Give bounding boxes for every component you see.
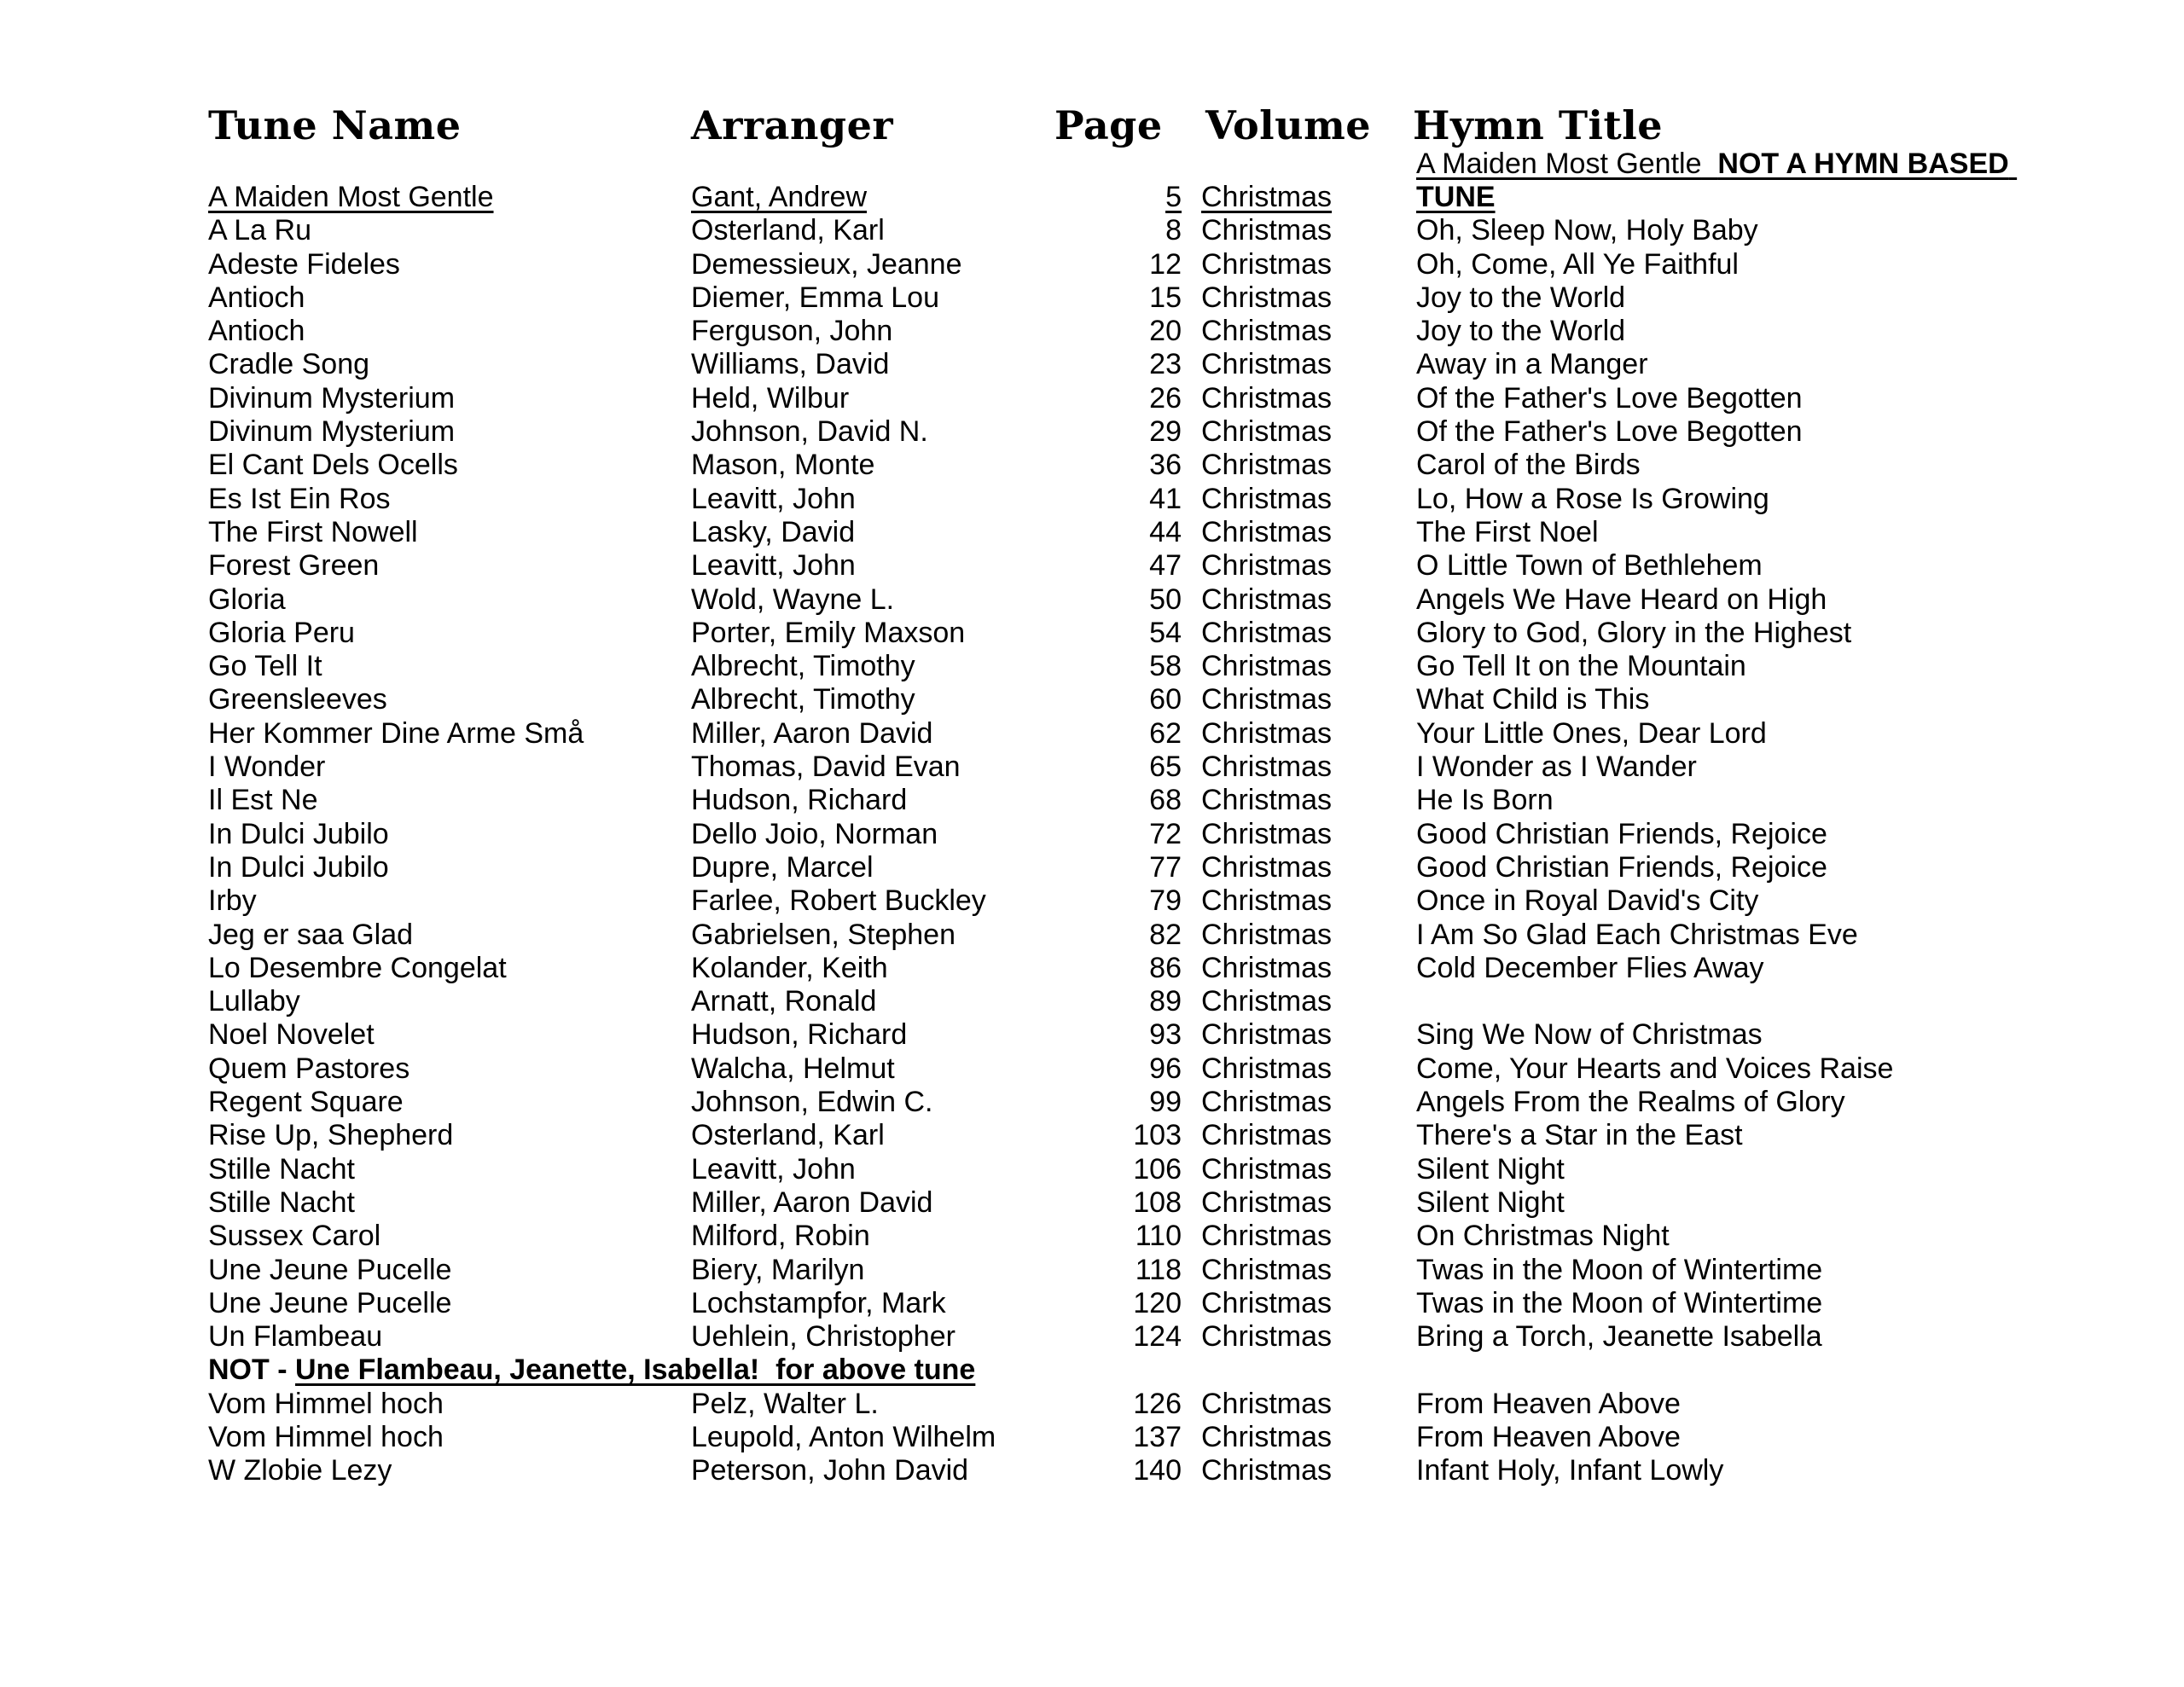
note-text: Une Flambeau, Jeanette, Isabella! for above tune [294, 1354, 976, 1387]
volume-cell: Christmas [1201, 616, 1333, 649]
hymn-cell: Angels We Have Heard on High [1416, 583, 1827, 616]
tune-cell: Antioch [208, 315, 305, 348]
arranger-cell: Leupold, Anton Wilhelm [691, 1420, 996, 1453]
table-row [208, 248, 2119, 281]
table-row [208, 449, 2119, 482]
hymn-cell: I Wonder as I Wander [1416, 751, 1697, 784]
hymn-cell: I Am So Glad Each Christmas Eve [1416, 918, 1858, 951]
hymn-note: NOT A HYMN BASED TUNE [1416, 147, 2018, 213]
page-cell: 12 [1149, 247, 1182, 281]
volume-cell: Christmas [1201, 1454, 1333, 1487]
arranger-cell: Ferguson, John [691, 315, 893, 348]
page-cell: 120 [1133, 1286, 1182, 1319]
hymn-cell: Joy to the World [1416, 315, 1626, 348]
page-cell: 124 [1133, 1320, 1182, 1354]
table-row [208, 348, 2119, 381]
volume-cell: Christmas [1201, 1052, 1333, 1085]
hymn-cell: Silent Night [1416, 1152, 1565, 1186]
arranger-cell: Leavitt, John [691, 549, 856, 583]
table-note-row [208, 1354, 2119, 1387]
arranger-cell: Hudson, Richard [691, 784, 908, 817]
tune-cell: Stille Nacht [208, 1152, 355, 1186]
arranger-cell: Leavitt, John [691, 482, 856, 515]
tune-cell: Go Tell It [208, 650, 322, 683]
page-cell: 140 [1133, 1454, 1182, 1487]
arranger-cell: Albrecht, Timothy [691, 683, 915, 716]
page-cell: 26 [1149, 381, 1182, 415]
hymn-cell: What Child is This [1416, 683, 1650, 716]
table-row [208, 281, 2119, 315]
page-cell: 110 [1135, 1220, 1182, 1253]
page-cell: 126 [1133, 1387, 1182, 1420]
tune-cell: Il Est Ne [208, 784, 318, 817]
page-cell: 15 [1149, 281, 1182, 314]
table-row [208, 683, 2119, 716]
table-row [208, 1254, 2119, 1287]
hymn-cell: Go Tell It on the Mountain [1416, 650, 1746, 683]
volume-cell: Christmas [1201, 315, 1333, 348]
arranger-cell: Milford, Robin [691, 1220, 870, 1253]
page-cell: 118 [1135, 1253, 1182, 1286]
volume-cell: Christmas [1201, 716, 1333, 750]
hymn-cell: From Heaven Above [1416, 1387, 1681, 1420]
volume-cell: Christmas [1201, 1420, 1333, 1453]
arranger-cell: Walcha, Helmut [691, 1052, 895, 1085]
hymn-cell: Oh, Come, All Ye Faithful [1416, 247, 1739, 281]
table-row [208, 784, 2119, 817]
page-cell: 20 [1149, 315, 1182, 348]
arranger-cell: Osterland, Karl [691, 1119, 885, 1152]
volume-cell: Christmas [1201, 1286, 1333, 1319]
table-row [208, 1220, 2119, 1253]
column-header-volume: Volume [1205, 102, 1372, 148]
tune-cell: Quem Pastores [208, 1052, 410, 1085]
page-cell: 50 [1149, 583, 1182, 616]
tune-cell: Regent Square [208, 1086, 404, 1119]
table-row [208, 147, 2119, 214]
volume-cell: Christmas [1201, 214, 1333, 247]
page-cell: 137 [1133, 1420, 1182, 1453]
tune-cell: Gloria Peru [208, 616, 355, 649]
hymn-cell: Twas in the Moon of Wintertime [1416, 1253, 1823, 1286]
tune-cell: Greensleeves [208, 683, 387, 716]
tune-cell: Un Flambeau [208, 1320, 383, 1354]
tune-cell: Divinum Mysterium [208, 415, 456, 449]
arranger-cell: Johnson, David N. [691, 415, 928, 449]
page-cell: 79 [1149, 884, 1182, 918]
volume-cell: Christmas [1201, 1152, 1333, 1186]
hymn-cell: Good Christian Friends, Rejoice [1416, 817, 1827, 850]
page-cell: 47 [1149, 549, 1182, 583]
table-row [208, 751, 2119, 784]
table-row [208, 1421, 2119, 1454]
hymn-index-table [208, 101, 2119, 1488]
hymn-cell: From Heaven Above [1416, 1420, 1681, 1453]
volume-cell: Christmas [1201, 515, 1333, 548]
tune-cell: Adeste Fideles [208, 247, 400, 281]
volume-cell: Christmas [1201, 985, 1333, 1018]
volume-cell: Christmas [1201, 884, 1333, 918]
tune-cell: The First Nowell [208, 515, 418, 548]
page-cell: 86 [1149, 951, 1182, 984]
table-row [208, 1287, 2119, 1320]
volume-cell: Christmas [1201, 1220, 1333, 1253]
page-cell: 58 [1149, 650, 1182, 683]
volume-cell: Christmas [1201, 1320, 1333, 1354]
page-cell: 29 [1149, 415, 1182, 449]
page-cell: 93 [1149, 1018, 1182, 1052]
tune-cell: Forest Green [208, 549, 380, 583]
table-row [208, 884, 2119, 918]
tune-cell: Jeg er saa Glad [208, 918, 414, 951]
hymn-cell: He Is Born [1416, 784, 1554, 817]
tune-cell: Irby [208, 884, 257, 918]
page-cell: 36 [1149, 449, 1182, 482]
tune-cell: Lullaby [208, 985, 300, 1018]
table-body [208, 147, 2119, 1488]
arranger-cell: Uehlein, Christopher [691, 1320, 956, 1354]
arranger-cell: Arnatt, Ronald [691, 985, 877, 1018]
note-prefix: NOT - [208, 1354, 295, 1387]
volume-cell: Christmas [1201, 918, 1333, 951]
column-header-arranger: Arranger [691, 102, 894, 148]
hymn-cell: Glory to God, Glory in the Highest [1416, 616, 1852, 649]
page-cell: 60 [1149, 683, 1182, 716]
hymn-title-text: A Maiden Most Gentle [1416, 147, 1702, 180]
arranger-cell: Osterland, Karl [691, 214, 885, 247]
tune-cell: Lo Desembre Congelat [208, 951, 507, 984]
tune-cell: Sussex Carol [208, 1220, 381, 1253]
volume-cell: Christmas [1201, 1186, 1333, 1219]
hymn-cell: Joy to the World [1416, 281, 1626, 314]
hymn-cell: Angels From the Realms of Glory [1416, 1086, 1845, 1119]
tune-cell: A La Ru [208, 214, 311, 247]
page-cell: 106 [1133, 1152, 1182, 1186]
volume-cell: Christmas [1201, 415, 1333, 449]
hymn-cell: Good Christian Friends, Rejoice [1416, 850, 1827, 884]
table-row [208, 952, 2119, 985]
hymn-cell: Silent Night [1416, 1186, 1565, 1219]
page-cell: 65 [1149, 751, 1182, 784]
tune-cell: Stille Nacht [208, 1186, 355, 1219]
volume-cell: Christmas [1201, 449, 1333, 482]
table-row [208, 415, 2119, 449]
volume-cell: Christmas [1201, 683, 1333, 716]
page-cell: 89 [1149, 985, 1182, 1018]
table-row [208, 985, 2119, 1018]
volume-cell: Christmas [1201, 1119, 1333, 1152]
arranger-cell: Porter, Emily Maxson [691, 616, 966, 649]
table-row [208, 1186, 2119, 1220]
hymn-cell: Your Little Ones, Dear Lord [1416, 716, 1767, 750]
volume-cell: Christmas [1201, 817, 1333, 850]
table-row [208, 483, 2119, 516]
tune-cell: Divinum Mysterium [208, 381, 456, 415]
hymn-cell: Lo, How a Rose Is Growing [1416, 482, 1769, 515]
tune-cell: I Wonder [208, 751, 326, 784]
table-row [208, 214, 2119, 247]
volume-cell: Christmas [1201, 348, 1333, 381]
page-cell: 103 [1133, 1119, 1182, 1152]
tune-cell: Vom Himmel hoch [208, 1420, 444, 1453]
arranger-cell: Albrecht, Timothy [691, 650, 915, 683]
page-cell: 82 [1149, 918, 1182, 951]
tune-cell: Antioch [208, 281, 305, 314]
table-row [208, 1320, 2119, 1354]
arranger-cell: Johnson, Edwin C. [691, 1086, 933, 1119]
table-row [208, 919, 2119, 952]
column-header-hymn-title: Hymn Title [1413, 102, 1664, 148]
arranger-cell: Pelz, Walter L. [691, 1387, 879, 1420]
arranger-cell: Miller, Aaron David [691, 1186, 933, 1219]
hymn-cell: The First Noel [1416, 515, 1599, 548]
table-row [208, 1018, 2119, 1052]
hymn-cell: Oh, Sleep Now, Holy Baby [1416, 214, 1758, 247]
hymn-cell: Cold December Flies Away [1416, 951, 1764, 984]
hymn-cell: Of the Father's Love Begotten [1416, 381, 1803, 415]
volume-cell: Christmas [1201, 1387, 1333, 1420]
note-cell [208, 1354, 975, 1387]
table-row [208, 717, 2119, 751]
volume-cell: Christmas [1201, 951, 1333, 984]
volume-cell: Christmas [1201, 281, 1333, 314]
tune-cell: Une Jeune Pucelle [208, 1286, 452, 1319]
tune-cell: Une Jeune Pucelle [208, 1253, 452, 1286]
page-cell: 44 [1149, 515, 1182, 548]
hymn-cell: Carol of the Birds [1416, 449, 1641, 482]
tune-cell: In Dulci Jubilo [208, 850, 389, 884]
tune-cell: Gloria [208, 583, 286, 616]
volume-cell: Christmas [1201, 1253, 1333, 1286]
table-row [208, 1119, 2119, 1152]
arranger-cell: Dello Joio, Norman [691, 817, 938, 850]
table-row [208, 549, 2119, 583]
hymn-cell: Twas in the Moon of Wintertime [1416, 1286, 1823, 1319]
arranger-cell: Kolander, Keith [691, 951, 888, 984]
arranger-cell: Gabrielsen, Stephen [691, 918, 956, 951]
hymn-cell: Of the Father's Love Begotten [1416, 415, 1803, 449]
hymn-cell: Bring a Torch, Jeanette Isabella [1416, 1320, 1822, 1354]
page-cell: 72 [1149, 817, 1182, 850]
volume-cell: Christmas [1201, 784, 1333, 817]
arranger-cell: Hudson, Richard [691, 1018, 908, 1052]
table-row [208, 382, 2119, 415]
arranger-cell: Miller, Aaron David [691, 716, 933, 750]
volume-cell: Christmas [1201, 181, 1333, 213]
tune-cell: Cradle Song [208, 348, 370, 381]
hymn-text-wrapped [1416, 148, 2039, 215]
tune-cell: In Dulci Jubilo [208, 817, 389, 850]
arranger-cell: Demessieux, Jeanne [691, 247, 962, 281]
page-cell: 68 [1149, 784, 1182, 817]
table-row [208, 851, 2119, 884]
tune-cell: Es Ist Ein Ros [208, 482, 391, 515]
hymn-cell: Come, Your Hearts and Voices Raise [1416, 1052, 1894, 1085]
table-row [208, 818, 2119, 851]
table-row [208, 1052, 2119, 1086]
volume-cell: Christmas [1201, 1018, 1333, 1052]
tune-cell: Rise Up, Shepherd [208, 1119, 454, 1152]
volume-cell: Christmas [1201, 482, 1333, 515]
table-row [208, 1454, 2119, 1487]
table-row [208, 583, 2119, 617]
table-row [208, 516, 2119, 549]
tune-cell: Noel Novelet [208, 1018, 375, 1052]
arranger-cell: Held, Wilbur [691, 381, 850, 415]
column-header-tune-name: Tune Name [208, 102, 462, 148]
table-row [208, 1086, 2119, 1119]
volume-cell: Christmas [1201, 381, 1333, 415]
table-row [208, 1388, 2119, 1421]
hymn-cell: Once in Royal David's City [1416, 884, 1759, 918]
tune-cell: A Maiden Most Gentle [208, 181, 494, 213]
tune-cell: El Cant Dels Ocells [208, 449, 458, 482]
arranger-cell: Gant, Andrew [691, 181, 868, 213]
arranger-cell: Thomas, David Evan [691, 751, 961, 784]
volume-cell: Christmas [1201, 247, 1333, 281]
page-cell: 8 [1165, 214, 1182, 247]
page-cell: 77 [1149, 850, 1182, 884]
page-cell: 96 [1149, 1052, 1182, 1085]
page-cell: 5 [1165, 181, 1182, 213]
volume-cell: Christmas [1201, 549, 1333, 583]
hymn-cell: On Christmas Night [1416, 1220, 1670, 1253]
page-cell: 23 [1149, 348, 1182, 381]
table-row [208, 1153, 2119, 1186]
table-row [208, 650, 2119, 683]
tune-cell: W Zlobie Lezy [208, 1454, 392, 1487]
arranger-cell: Peterson, John David [691, 1454, 969, 1487]
hymn-cell: Infant Holy, Infant Lowly [1416, 1454, 1724, 1487]
arranger-cell: Dupre, Marcel [691, 850, 874, 884]
page-cell: 99 [1149, 1086, 1182, 1119]
arranger-cell: Leavitt, John [691, 1152, 856, 1186]
arranger-cell: Lochstampfor, Mark [691, 1286, 946, 1319]
arranger-cell: Wold, Wayne L. [691, 583, 895, 616]
arranger-cell: Diemer, Emma Lou [691, 281, 939, 314]
page-cell: 62 [1149, 716, 1182, 750]
arranger-cell: Mason, Monte [691, 449, 875, 482]
hymn-cell: Sing We Now of Christmas [1416, 1018, 1763, 1052]
page-cell: 54 [1149, 616, 1182, 649]
tune-cell: Her Kommer Dine Arme Små [208, 716, 584, 750]
volume-cell: Christmas [1201, 583, 1333, 616]
arranger-cell: Williams, David [691, 348, 890, 381]
hymn-cell: Away in a Manger [1416, 348, 1648, 381]
page-cell: 108 [1133, 1186, 1182, 1219]
hymn-cell: There's a Star in the East [1416, 1119, 1743, 1152]
volume-cell: Christmas [1201, 850, 1333, 884]
table-row [208, 617, 2119, 650]
hymn-cell: O Little Town of Bethlehem [1416, 549, 1763, 583]
page-cell: 41 [1149, 482, 1182, 515]
volume-cell: Christmas [1201, 650, 1333, 683]
arranger-cell: Farlee, Robert Buckley [691, 884, 986, 918]
volume-cell: Christmas [1201, 751, 1333, 784]
arranger-cell: Lasky, David [691, 515, 856, 548]
column-header-page: Page [1054, 102, 1163, 148]
volume-cell: Christmas [1201, 1086, 1333, 1119]
table-row [208, 315, 2119, 348]
arranger-cell: Biery, Marilyn [691, 1253, 865, 1286]
tune-cell: Vom Himmel hoch [208, 1387, 444, 1420]
